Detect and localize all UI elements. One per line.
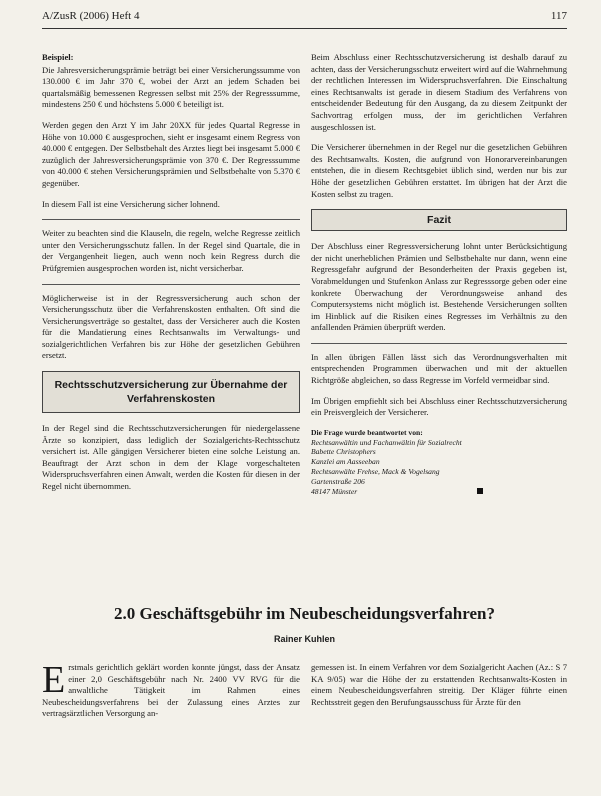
paragraph: Weiter zu beachten sind die Klauseln, die regeln, welche Regresse zeitlich unter den Versicherungsschutz fallen. In der Regel sind Quartale, die in der Vergangenheit liegen, auch wenn noch kein Regress durch die Prüfgremien ausgesprochen worden ist, nicht versicherbar. (42, 228, 300, 273)
paragraph: In der Regel sind die Rechtsschutzversicherungen für niedergelassene Ärzte so konzipiert, dass lediglich der Sozialgerichts-Rechtsschutz versichert ist. Alle gängigen Versicherer bieten eine solche Leistung an. Beauftragt der Arzt schon in dem der Klage vorgeschalteten Widerspruchsverfahren einen Anwalt, werden die Kosten für diesen in der Regel nicht übernommen. (42, 423, 300, 492)
address-line (311, 487, 567, 497)
article-title: 2.0 Geschäftsgebühr im Neubescheidungsverfahren? (114, 604, 495, 623)
paragraph: Beim Abschluss einer Rechtsschutzversicherung ist deshalb darauf zu achten, dass der Versicherungsschutz erweitert wird auf die Wahrnehmung der rechtlichen Interessen im Widerspruchsverfahren. Die Einschaltung eines Rechtsanwalts ist gerade in diesem Stadium des Verfahrens von entscheidender Bedeutung für den Ausgang, da zu diesem Zeitpunkt der Sachvortrag erfolgen muss, der im gerichtlichen Verfahren ausgeschlossen ist. (311, 52, 567, 132)
end-of-article-mark (477, 488, 483, 494)
article-text: gemessen ist. In einem Verfahren vor dem Sozialgericht Aachen (Az.: S 7 KA 9/05) war die Höhe der zu erstattenden Rechtsanwalts-Kosten in einem Neubescheidungsverfahren streitig. Der Kläger führte einen Rechtsstreit gegen den Berufungsausschuss für Ärzte für den (311, 662, 567, 707)
page-number: 117 (550, 10, 567, 22)
paragraph: Die Jahresversicherungsprämie beträgt bei einer Versicherungssumme von 130.000 € im Jahr 370 €, wobei der Arzt an jedem Schaden bei quartalsmäßig bemessenen Regressen selbst mit 25% der Regresssumme, mindestens 250 € und höchstens 5.000 € beteiligt ist. (42, 64, 300, 110)
section-heading: Rechtsschutzversicherung zur Übernahme der Verfahrenskosten (42, 371, 300, 413)
article-author: Rainer Kuhlen (273, 634, 335, 644)
divider (311, 343, 567, 344)
paragraph: Werden gegen den Arzt Y im Jahr 20XX für jedes Quartal Regresse in Höhe von 10.000 € ausgesprochen, sieht er insgesamt einem Regress von 40.000 € entgegen. Der Selbstbehalt des Arztes liegt bei insgesamt 5.000 € zuzüglich der Jahresversicherungsprämie von 370 €. Der Regresssumme von 40.000 € stehen Versicherungsprämien und Selbstbehalte von 5.370 € gegenüber. (42, 119, 300, 188)
paragraph: Die Versicherer übernehmen in der Regel nur die gesetzlichen Gebühren des Rechtsanwalts. Kosten, die aufgrund von Honorarvereinbarungen entstehen, die in diesem Rechtsgebiet üblich sind, werden nur bis zur Höhe der gesetzlichen Gebühren erstattet. Im übrigen hat der Arzt die Kosten selbst zu tragen. (311, 142, 567, 199)
address-line: Rechtsanwälte Frehse, Mack & Vogelsang (311, 467, 440, 477)
paragraph: Der Abschluss einer Regressversicherung lohnt unter Berücksichtigung der nicht unerheblichen Prämien und Selbstbehalte nur dann, wenn eine Regressgefahr aufgrund der Besonderheiten der Praxis gegeben ist, Vorabmeldungen und Stufenkon Anlass zur Regresssorge geben oder eine konkrete Überwachung der Verordnungsweise anhand des Computersystems nicht möglich ist. Bestehende Versicherungen sollten im Hinblick auf die Risiken eines Regresses im Verhältnis zu den anfallenden Prämien überprüft werden. (311, 241, 567, 333)
address-city: 48147 Münster (311, 486, 358, 496)
article (42, 604, 567, 719)
address-line: Kanzlei am Aasseeban (311, 457, 380, 467)
divider (42, 284, 300, 285)
article-right-column (311, 662, 567, 708)
drop-cap: E (42, 659, 66, 701)
journal-reference: A/ZusR (2006) Heft 4 (42, 10, 140, 22)
paragraph: In diesem Fall ist eine Versicherung sicher lohnend. (42, 198, 220, 209)
example-label: Beispiel: (42, 52, 74, 62)
article-text: rstmals gerichtlich geklärt worden konnte jüngst, dass der Ansatz einer 2,0 Geschäftsgebühr nach Nr. 2400 VV RVG für die anwaltliche Tätigkeit im Rahmen eines Neubescheidungsverfahrens bei der Zulassung eines Arztes zur vertragsärztlichen Versorgung an- (42, 662, 300, 719)
divider (42, 219, 300, 220)
fazit-heading: Fazit (311, 209, 567, 231)
paragraph: Im Übrigen empfiehlt sich bei Abschluss einer Rechtsschutzversicherung ein Preisvergleich der Versicherer. (311, 395, 567, 418)
answer-label: Die Frage wurde beantwortet von: (311, 427, 423, 437)
running-header (42, 8, 567, 29)
address-line: Babette Christophers (311, 447, 376, 457)
paragraph: Möglicherweise ist in der Regressversicherung auch schon der Versicherungsschutz über die Verfahrenskosten enthalten. Oft sind die Versicherungsverträge so gestaltet, dass der Versicherer auch die Kosten für die Mandatierung eines Rechtsanwalts im Verwaltungs- und sozialgerichtlichen Verfahren bis zur Höhe der gesetzlichen Gebühren ersetzt. (42, 292, 300, 361)
left-column (42, 52, 300, 502)
paragraph: In allen übrigen Fällen lässt sich das Verordnungsverhalten mit entsprechenden Programmen überwachen und mit der aktuellen Richtgröße abgleichen, so dass Regresse im Vorfeld vermeidbar sind. (311, 351, 567, 386)
article-left-column (42, 659, 300, 720)
address-line: Gartenstraße 206 (311, 476, 365, 486)
address-line: Rechtsanwältin und Fachanwältin für Sozialrecht (311, 437, 462, 447)
right-column (311, 52, 567, 496)
